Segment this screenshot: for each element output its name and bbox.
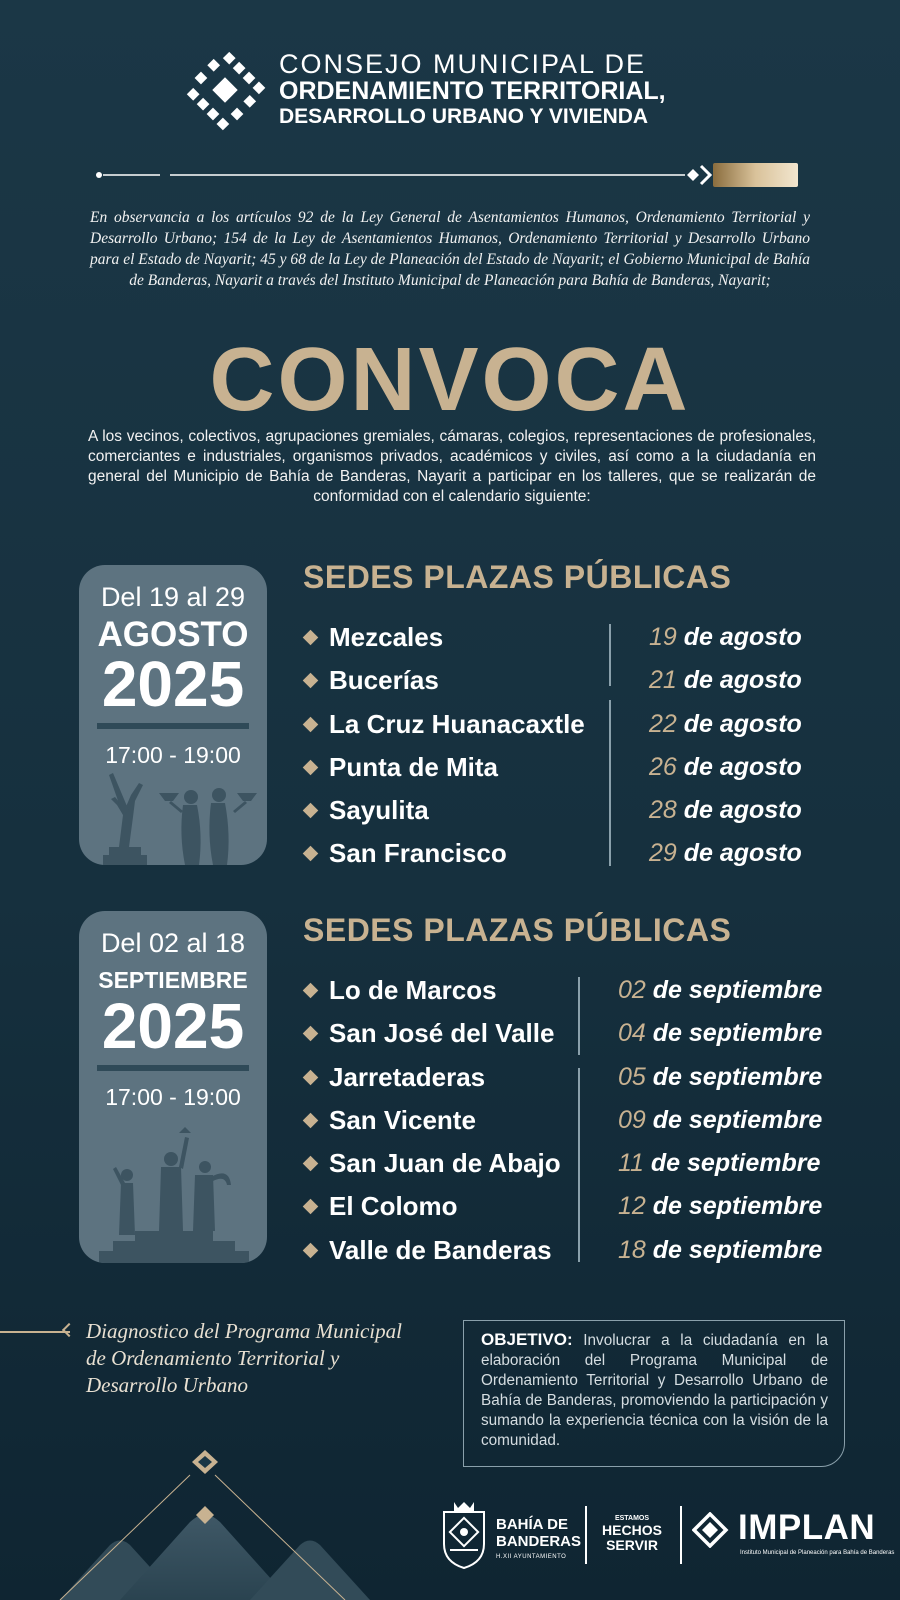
list-item (303, 1187, 843, 1230)
chevron-left-icon (62, 1323, 76, 1337)
location-date: 28 de agosto (649, 796, 802, 825)
card-divider (97, 723, 249, 729)
list-item (303, 791, 843, 834)
location-date: 29 de agosto (649, 839, 802, 868)
diamond-bullet-icon (303, 716, 319, 732)
objetivo-box (463, 1320, 845, 1467)
diamond-bullet-icon (303, 983, 319, 999)
location-name: Bucerías (329, 665, 439, 696)
diamond-bullet-icon (303, 1243, 319, 1259)
date-year: 2025 (101, 990, 245, 1062)
header-line-2: ORDENAMIENTO TERRITORIAL, (279, 77, 666, 105)
location-name: Mezcales (329, 622, 444, 652)
diamond-bullet-icon (303, 1113, 319, 1129)
list-item (303, 834, 843, 877)
location-name: Sayulita (329, 795, 429, 826)
location-date: 09 de septiembre (618, 1105, 823, 1134)
header-line-3: DESARROLLO URBANO Y VIVIENDA (279, 105, 649, 128)
list-item (303, 971, 843, 1014)
diamond-bullet-icon (303, 673, 319, 689)
diamond-bullet-icon (303, 1156, 319, 1172)
header-line-1: CONSEJO MUNICIPAL DE (279, 49, 647, 79)
ayuntamiento-text: H.XII AYUNTAMIENTO (496, 1554, 567, 1560)
location-date: 26 de agosto (649, 752, 802, 781)
list-item (303, 661, 843, 704)
location-name: Punta de Mita (329, 751, 499, 782)
monument-silhouette-icon (79, 1123, 267, 1263)
diamond-bullet-icon (303, 630, 319, 646)
date-range: Del 19 al 29 (100, 582, 246, 612)
location-date: 05 de septiembre (618, 1062, 823, 1091)
card-divider (97, 1065, 249, 1071)
location-name: San Francisco (329, 838, 507, 869)
location-date: 04 de septiembre (618, 1019, 823, 1048)
implan-subtitle: Instituto Municipal de Planeación para Bahía de Banderas (740, 1550, 895, 1556)
logo-separator (585, 1506, 587, 1564)
location-date: 02 de septiembre (618, 976, 823, 1004)
location-name: Lo de Marcos (329, 975, 497, 1005)
location-name: Jarretaderas (329, 1061, 486, 1092)
list-item (303, 705, 843, 748)
sedes-title-agosto: SEDES PLAZAS PÚBLICAS (303, 559, 732, 595)
diamond-bullet-icon (303, 1069, 319, 1085)
pyramid-decoration-icon (0, 1450, 420, 1600)
list-item (303, 1231, 843, 1274)
date-month: AGOSTO (97, 615, 249, 654)
intro-paragraph: En observancia a los artículos 92 de la Ley General de Asentamientos Humanos, Ordenamiento Territorial y Desarrollo Urbano; 154 de la Ley de Asentamientos Humanos, Ordenamiento Territorial y Desarrollo Urbano para el Estado de Nayarit; 45 y 68 de la Ley de Planeación del Estado de Nayarit; el Gobierno Municipal de Bahía de Banderas, Nayarit a través del Instituto Municipal de Planeación para Bahía de Banderas, Nayarit; (90, 209, 810, 289)
location-name: Valle de Banderas (329, 1234, 552, 1265)
list-item (303, 1058, 843, 1101)
location-date: 18 de septiembre (618, 1235, 823, 1264)
date-card-septiembre (79, 911, 267, 1263)
diamond-bullet-icon (303, 846, 319, 862)
logo-separator (680, 1506, 682, 1564)
date-time: 17:00 - 19:00 (105, 1084, 241, 1110)
location-name: San Vicente (329, 1104, 476, 1135)
implan-logo-icon (692, 1512, 732, 1548)
objetivo-text: Involucrar a la ciudadanía en la elaboración del Programa Municipal de Ordenamiento Territorial y Desarrollo Urbano de Bahía de Banderas, promoviendo la participación y sumando la experiencia técnica con la visión de la comunidad. (481, 1332, 828, 1449)
sedes-title-septiembre: SEDES PLAZAS PÚBLICAS (303, 912, 732, 948)
location-date: 12 de septiembre (618, 1192, 823, 1221)
date-time: 17:00 - 19:00 (105, 742, 241, 768)
convoca-heading: CONVOCA (209, 330, 691, 430)
list-item (303, 1014, 843, 1057)
date-card-agosto (79, 565, 267, 865)
bahia-banderas-logo-text: BAHÍA DE BANDERAS (496, 1516, 582, 1550)
location-name: San José del Valle (329, 1018, 555, 1049)
list-item (303, 1101, 843, 1144)
date-year: 2025 (101, 648, 245, 720)
diamond-bullet-icon (303, 803, 319, 819)
locations-list-septiembre (303, 971, 843, 1274)
council-logo-icon (183, 48, 267, 132)
location-name: La Cruz Huanacaxtle (329, 708, 585, 739)
location-date: 21 de agosto (649, 666, 802, 695)
location-date: 11 de septiembre (618, 1149, 821, 1178)
list-item (303, 618, 843, 661)
monument-silhouette-icon (79, 755, 267, 865)
location-date: 22 de agosto (649, 709, 802, 738)
date-month: SEPTIEMBRE (98, 967, 248, 993)
list-item (303, 1144, 843, 1187)
location-name: El Colomo (329, 1191, 458, 1222)
date-range: Del 02 al 18 (100, 928, 246, 958)
diamond-bullet-icon (303, 1199, 319, 1215)
diagnostico-text: Diagnostico del Programa Municipal de Ordenamiento Territorial y Desarrollo Urbano (86, 1319, 402, 1397)
diamond-bullet-icon (303, 1026, 319, 1042)
implan-logo-text: IMPLAN (738, 1508, 876, 1547)
footer-logos (440, 1500, 895, 1572)
list-item (303, 748, 843, 791)
location-name: San Juan de Abajo (329, 1148, 561, 1179)
diamond-bullet-icon (303, 760, 319, 776)
header (183, 48, 743, 132)
location-date: 19 de agosto (649, 623, 802, 651)
convoca-paragraph: A los vecinos, colectivos, agrupaciones gremiales, cámaras, colegios, representaciones de profesionales, comerciantes e industriales, organismos privados, académicos y civiles, así como a la ciudadanía en general del Municipio de Bahía de Banderas, Nayarit a participar en los talleres, que se realizarán de conformidad con el calendario siguiente: (88, 428, 816, 505)
diagnostico-line (0, 1331, 70, 1333)
decorative-divider (95, 160, 805, 190)
objetivo-label: OBJETIVO: (481, 1330, 573, 1349)
hechos-para-servir-logo: ESTAMOS HECHOS SERVIR (602, 1515, 662, 1553)
locations-list-agosto (303, 618, 843, 878)
bahia-banderas-shield-icon (440, 1500, 488, 1570)
